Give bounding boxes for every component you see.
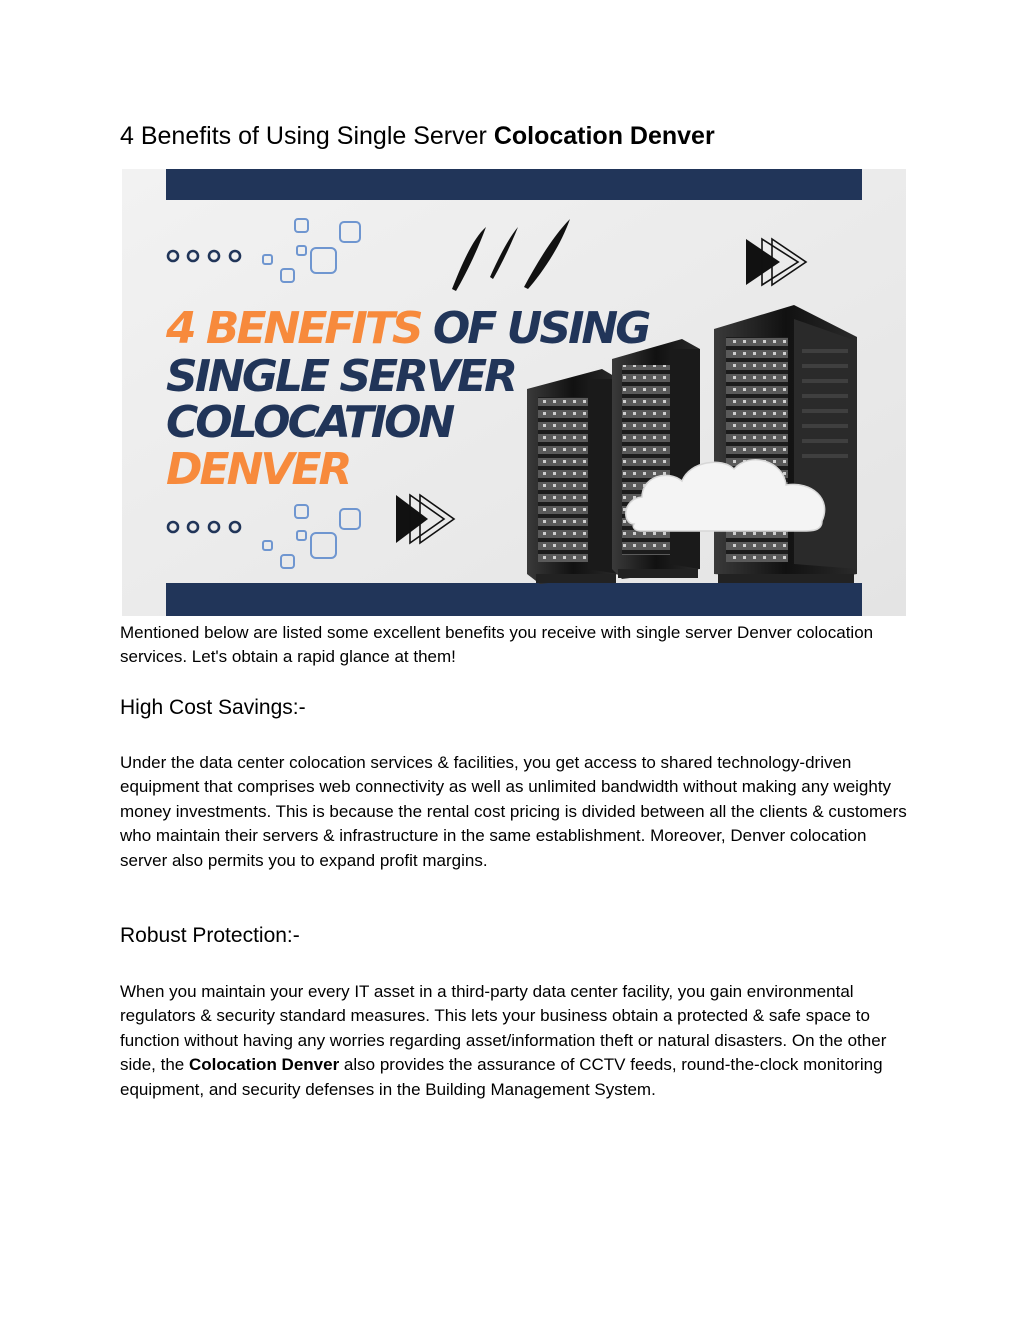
section-heading-cost-savings: High Cost Savings:- — [120, 696, 306, 719]
title-bold: Colocation Denver — [493, 122, 715, 150]
banner-headline-navy: OF USING — [420, 303, 649, 354]
section-heading-protection: Robust Protection:- — [120, 924, 300, 947]
banner-headline-line4: DENVER — [166, 444, 350, 495]
title-plain: 4 Benefits of Using Single Server — [120, 122, 494, 150]
banner-headline-line2: SINGLE SERVER — [166, 351, 516, 402]
banner-image — [122, 169, 906, 616]
banner-headline-line1 — [165, 303, 650, 354]
protection-text-end: also provides the assurance of CCTV feeds, round-the-clock monitoring equipment, and security defenses in the Building Management System. — [120, 1055, 883, 1099]
banner-bottom-bar — [166, 583, 862, 616]
banner-top-bar — [166, 169, 862, 200]
server-rack-left — [527, 369, 619, 584]
server-rack-right — [714, 305, 857, 583]
section-body-protection — [120, 980, 910, 1102]
protection-text-bold: Colocation Denver — [189, 1055, 340, 1075]
intro-paragraph: Mentioned below are listed some excellent benefits you receive with single server Denver colocation services. Let's obtain a rapid glance at them! — [120, 623, 874, 667]
server-rack-middle — [612, 339, 700, 579]
protection-text-start: When you maintain your every IT asset in a third-party data center facility, you gain environmental regulators & security standard measures. This lets your business obtain a protected & safe space to function without having any worries regarding asset/information theft or natural disasters. On the other side, the — [120, 982, 887, 1075]
banner-headline-line3: COLOCATION — [166, 397, 453, 448]
banner-headline-orange: 4 BENEFITS — [166, 303, 421, 354]
section-body-cost-savings: Under the data center colocation services & facilities, you get access to shared technology-driven equipment that comprises web connectivity as well as unlimited bandwidth without making any weighty money investments. This is because the rental cost pricing is divided between all the clients & customers who maintain their servers & infrastructure in the same establishment. Moreover, Denver colocation server also permits you to expand profit margins. — [120, 753, 907, 870]
page-title — [120, 118, 715, 154]
